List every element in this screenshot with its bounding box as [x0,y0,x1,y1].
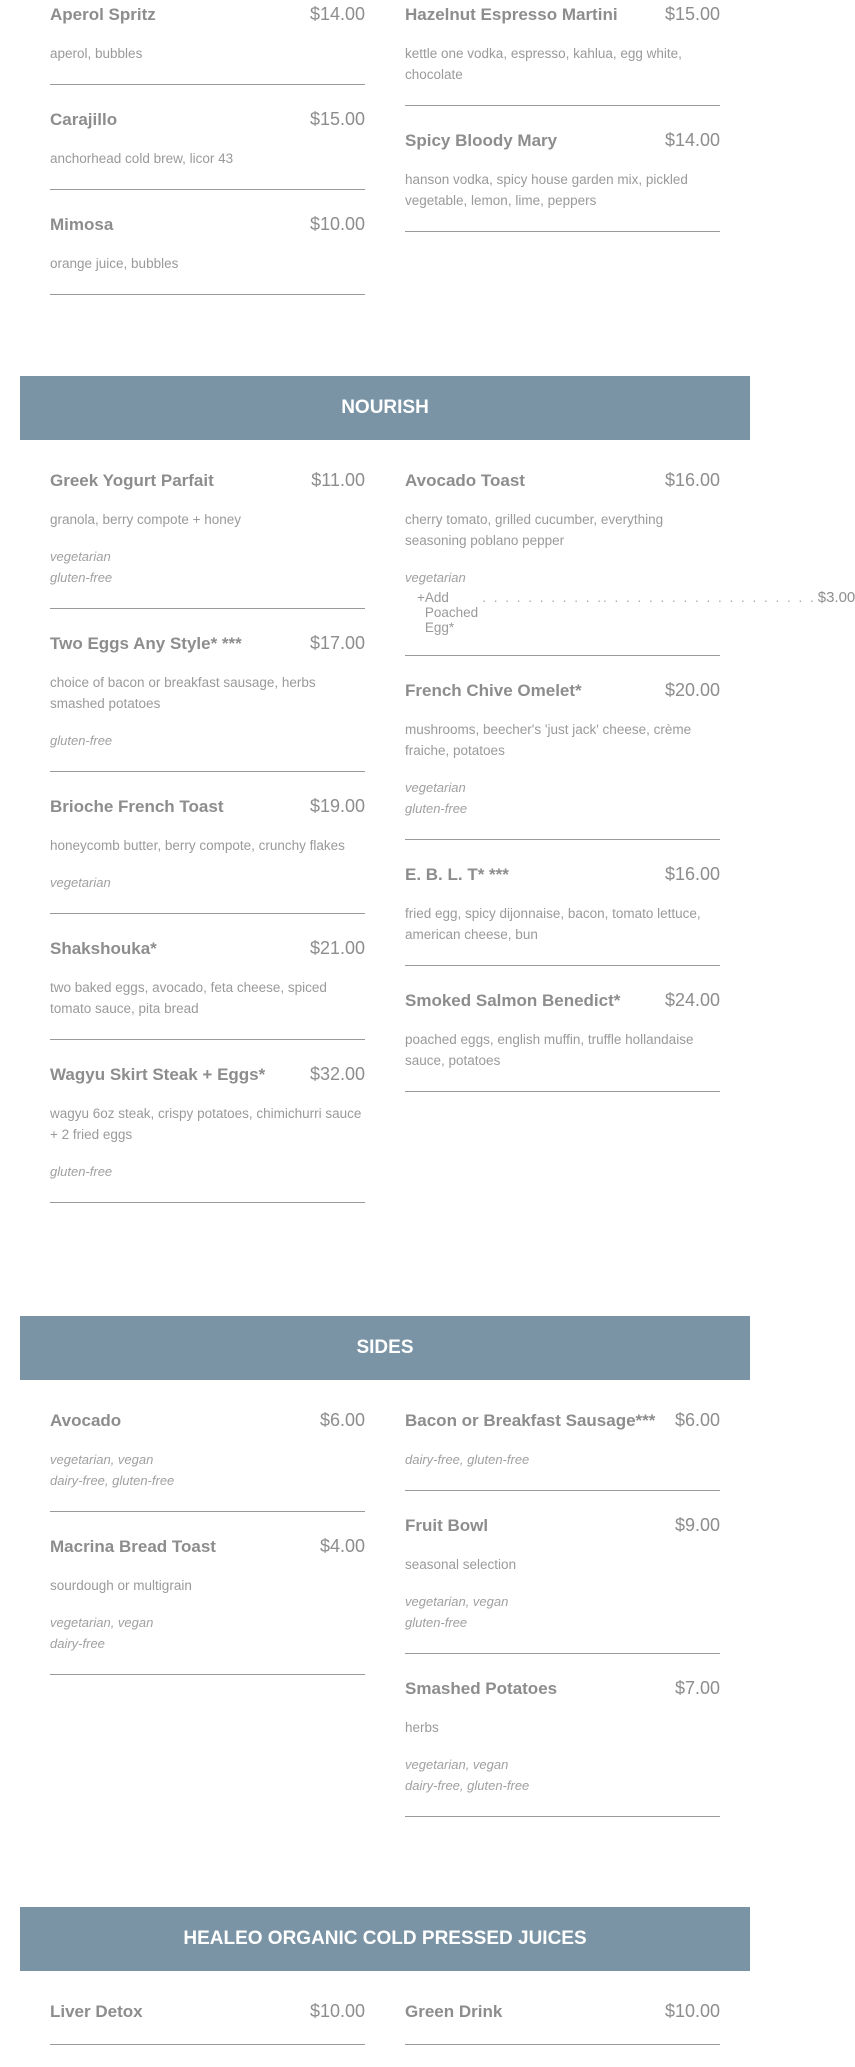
menu-item-divider [405,819,720,839]
menu-item-divider [405,211,720,231]
menu-item [405,988,720,1092]
menu-item-name: Avocado Toast [405,471,525,490]
menu-item-name: Green Drink [405,2002,503,2021]
menu-item-divider [405,945,720,965]
menu-item-name: Fruit Bowl [405,1516,489,1535]
menu-item-description: sourdough or multigrain [50,1578,192,1593]
sides-right-column [405,1408,720,1839]
dietary-tag: dairy-free, gluten-free [405,1452,530,1467]
menu-item-name: Carajillo [50,110,118,129]
menu-item-description: poached eggs, english muffin, truffle hollandaise sauce, potatoes [405,1032,694,1068]
menu-item-price: $10.00 [309,2001,365,2021]
menu-item-price: $16.00 [664,470,720,490]
dietary-tag: vegetarian [405,780,466,795]
dietary-tag: dairy-free, gluten-free [405,1778,530,1793]
menu-item [405,1408,720,1491]
menu-item-name: Shakshouka* [50,939,157,958]
nourish-left-column [50,468,365,1225]
addon-plus-icon: + [417,590,425,605]
menu-item-name: Aperol Spritz [50,5,156,24]
menu-item-price: $15.00 [309,109,365,129]
menu-item-description: mushrooms, beecher's 'just jack' cheese, crème fraiche, potatoes [405,722,692,758]
menu-item-header [50,468,365,493]
menu-item-header [405,468,720,493]
menu-item [405,862,720,966]
sides-left-column [50,1408,365,1697]
dietary-tag: vegetarian [405,570,466,585]
dietary-tags [50,1161,365,1182]
menu-item-name: Liver Detox [50,2002,143,2021]
menu-item-divider [50,2024,365,2044]
menu-item [50,468,365,609]
dietary-tag: dairy-free [50,1636,105,1651]
menu-item-price: $6.00 [319,1410,365,1430]
dietary-tag: vegetarian [50,549,111,564]
menu-item-price: $17.00 [309,633,365,653]
menu-item-divider [50,588,365,608]
menu-item-divider [50,893,365,913]
menu-item-divider [405,1470,720,1490]
menu-item [50,1999,365,2045]
menu-item [405,1676,720,1817]
menu-item-divider [405,1071,720,1091]
menu-item-header [50,1062,365,1087]
menu-item-divider [50,751,365,771]
menu-item-name: Smoked Salmon Benedict* [405,991,621,1010]
menu-item-header [405,1676,720,1701]
menu-item-addon [405,589,855,635]
menu-item-name: French Chive Omelet* [405,681,582,700]
top-left-column [50,2,365,317]
menu-item-description: honeycomb butter, berry compote, crunchy flakes [50,838,345,853]
menu-item-price: $10.00 [309,214,365,234]
dietary-tag: vegetarian, vegan [405,1757,509,1772]
menu-item [405,1513,720,1654]
menu-item-name: E. B. L. T* *** [405,865,509,884]
menu-item-description: wagyu 6oz steak, crispy potatoes, chimichurri sauce + 2 fried eggs [50,1106,362,1142]
dietary-tags [405,777,720,819]
juices-right-column [405,1999,720,2067]
menu-item-description: seasonal selection [405,1557,517,1572]
menu-item-divider [50,1182,365,1202]
menu-item-description: kettle one vodka, espresso, kahlua, egg white, chocolate [405,46,682,82]
dietary-tag: vegetarian, vegan [50,1615,154,1630]
menu-item-header [405,862,720,887]
menu-item-price: $11.00 [311,470,365,490]
menu-item [405,468,855,656]
menu-item-price: $6.00 [674,1410,720,1430]
menu-item-name: Mimosa [50,215,114,234]
menu-item [50,1408,365,1512]
dietary-tag: gluten-free [50,570,113,585]
menu-item [50,1534,365,1675]
menu-item-price: $21.00 [309,938,365,958]
menu-item-price: $15.00 [664,4,720,24]
dietary-tag: vegetarian, vegan [405,1594,509,1609]
menu-item-description: choice of bacon or breakfast sausage, herbs smashed potatoes [50,675,316,711]
menu-item-header [50,1999,365,2024]
menu-item [405,678,720,840]
menu-item-header [50,2,365,27]
menu-item-header [405,988,720,1013]
menu-item-description: fried egg, spicy dijonnaise, bacon, tomato lettuce, american cheese, bun [405,906,701,942]
menu-item-price: $32.00 [309,1064,365,1084]
dietary-tags [405,1449,720,1470]
menu-item [405,1999,720,2045]
menu-item-header [50,1534,365,1559]
menu-item-header [405,678,720,703]
dietary-tags [50,1449,365,1491]
menu-item-name: Smashed Potatoes [405,1679,558,1698]
dietary-tags [405,567,720,588]
nourish-right-column [405,468,855,1114]
menu-item-description: orange juice, bubbles [50,256,179,271]
menu-item-header [50,794,365,819]
dietary-tag: gluten-free [405,1615,468,1630]
menu-item-divider [50,274,365,294]
addon-price: $3.00 [817,589,855,606]
menu-item-name: Spicy Bloody Mary [405,131,558,150]
menu-item [50,2,365,85]
dietary-tags [405,1754,720,1796]
menu-item-description: two baked eggs, avocado, feta cheese, spiced tomato sauce, pita bread [50,980,327,1016]
menu-item-description: cherry tomato, grilled cucumber, everything seasoning poblano pepper [405,512,664,548]
dietary-tags [50,546,365,588]
menu-item-description: granola, berry compote + honey [50,512,241,527]
menu-item [50,1062,365,1203]
menu-item-name: Macrina Bread Toast [50,1537,216,1556]
dietary-tag: gluten-free [405,801,468,816]
menu-item-header [405,2,720,27]
menu-item-header [405,1513,720,1538]
menu-item-header [50,212,365,237]
menu-item-divider [50,169,365,189]
addon-label: Add Poached Egg* [424,590,479,635]
menu-item-price: $14.00 [309,4,365,24]
menu-item-description: herbs [405,1720,439,1735]
dietary-tag: vegetarian [50,875,111,890]
menu-item-header [405,1999,720,2024]
menu-item [405,2,720,106]
menu-item-divider [50,1491,365,1511]
menu-item [50,631,365,772]
menu-item-header [50,631,365,656]
menu-item-price: $9.00 [674,1515,720,1535]
menu-item-divider [50,64,365,84]
menu-item-price: $20.00 [664,680,720,700]
dietary-tags [50,730,365,751]
dietary-tags [405,1591,720,1633]
menu-item-divider [405,1633,720,1653]
dietary-tags [50,1612,365,1654]
dietary-tag: dairy-free, gluten-free [50,1473,175,1488]
menu-item [405,128,720,232]
section-header-nourish: NOURISH [20,376,750,440]
menu-item-header [50,936,365,961]
menu-item-price: $4.00 [319,1536,365,1556]
menu-item [50,212,365,295]
dietary-tags [50,872,365,893]
section-header-juices: HEALEO ORGANIC COLD PRESSED JUICES [20,1907,750,1971]
menu-item-price: $16.00 [664,864,720,884]
menu-item [50,107,365,190]
menu-item-header [405,1408,720,1433]
menu-item-description: aperol, bubbles [50,46,143,61]
menu-item-header [50,107,365,132]
menu-item [50,936,365,1040]
menu-item-name: Avocado [50,1411,122,1430]
menu-item-price: $10.00 [664,2001,720,2021]
top-right-column [405,2,720,254]
dietary-tag: vegetarian, vegan [50,1452,154,1467]
juices-left-column [50,1999,365,2067]
menu-item-price: $14.00 [664,130,720,150]
menu-item-name: Greek Yogurt Parfait [50,471,214,490]
menu-item-name: Bacon or Breakfast Sausage*** [405,1411,656,1430]
dietary-tag: gluten-free [50,733,113,748]
menu-item-divider [405,1796,720,1816]
addon-leader-dots: . . . . . . . . . . .. . . . . . . . . . . . . . . . . . . [482,590,816,605]
menu-item-divider [405,635,720,655]
menu-item-description: anchorhead cold brew, licor 43 [50,151,234,166]
menu-item-divider [50,1654,365,1674]
menu-item-header [405,128,720,153]
menu-item-name: Brioche French Toast [50,797,224,816]
menu-item-header [50,1408,365,1433]
menu-item-description: hanson vodka, spicy house garden mix, pickled vegetable, lemon, lime, peppers [405,172,688,208]
menu-item-divider [405,2024,720,2044]
menu-item-divider [50,1019,365,1039]
menu-item-price: $19.00 [309,796,365,816]
menu-item-name: Two Eggs Any Style* *** [50,634,242,653]
menu-item-price: $24.00 [664,990,720,1010]
dietary-tag: gluten-free [50,1164,113,1179]
section-header-sides: SIDES [20,1316,750,1380]
menu-item-name: Hazelnut Espresso Martini [405,5,618,24]
menu-item-name: Wagyu Skirt Steak + Eggs* [50,1065,266,1084]
menu-item [50,794,365,914]
menu-item-divider [405,85,720,105]
menu-item-price: $7.00 [674,1678,720,1698]
